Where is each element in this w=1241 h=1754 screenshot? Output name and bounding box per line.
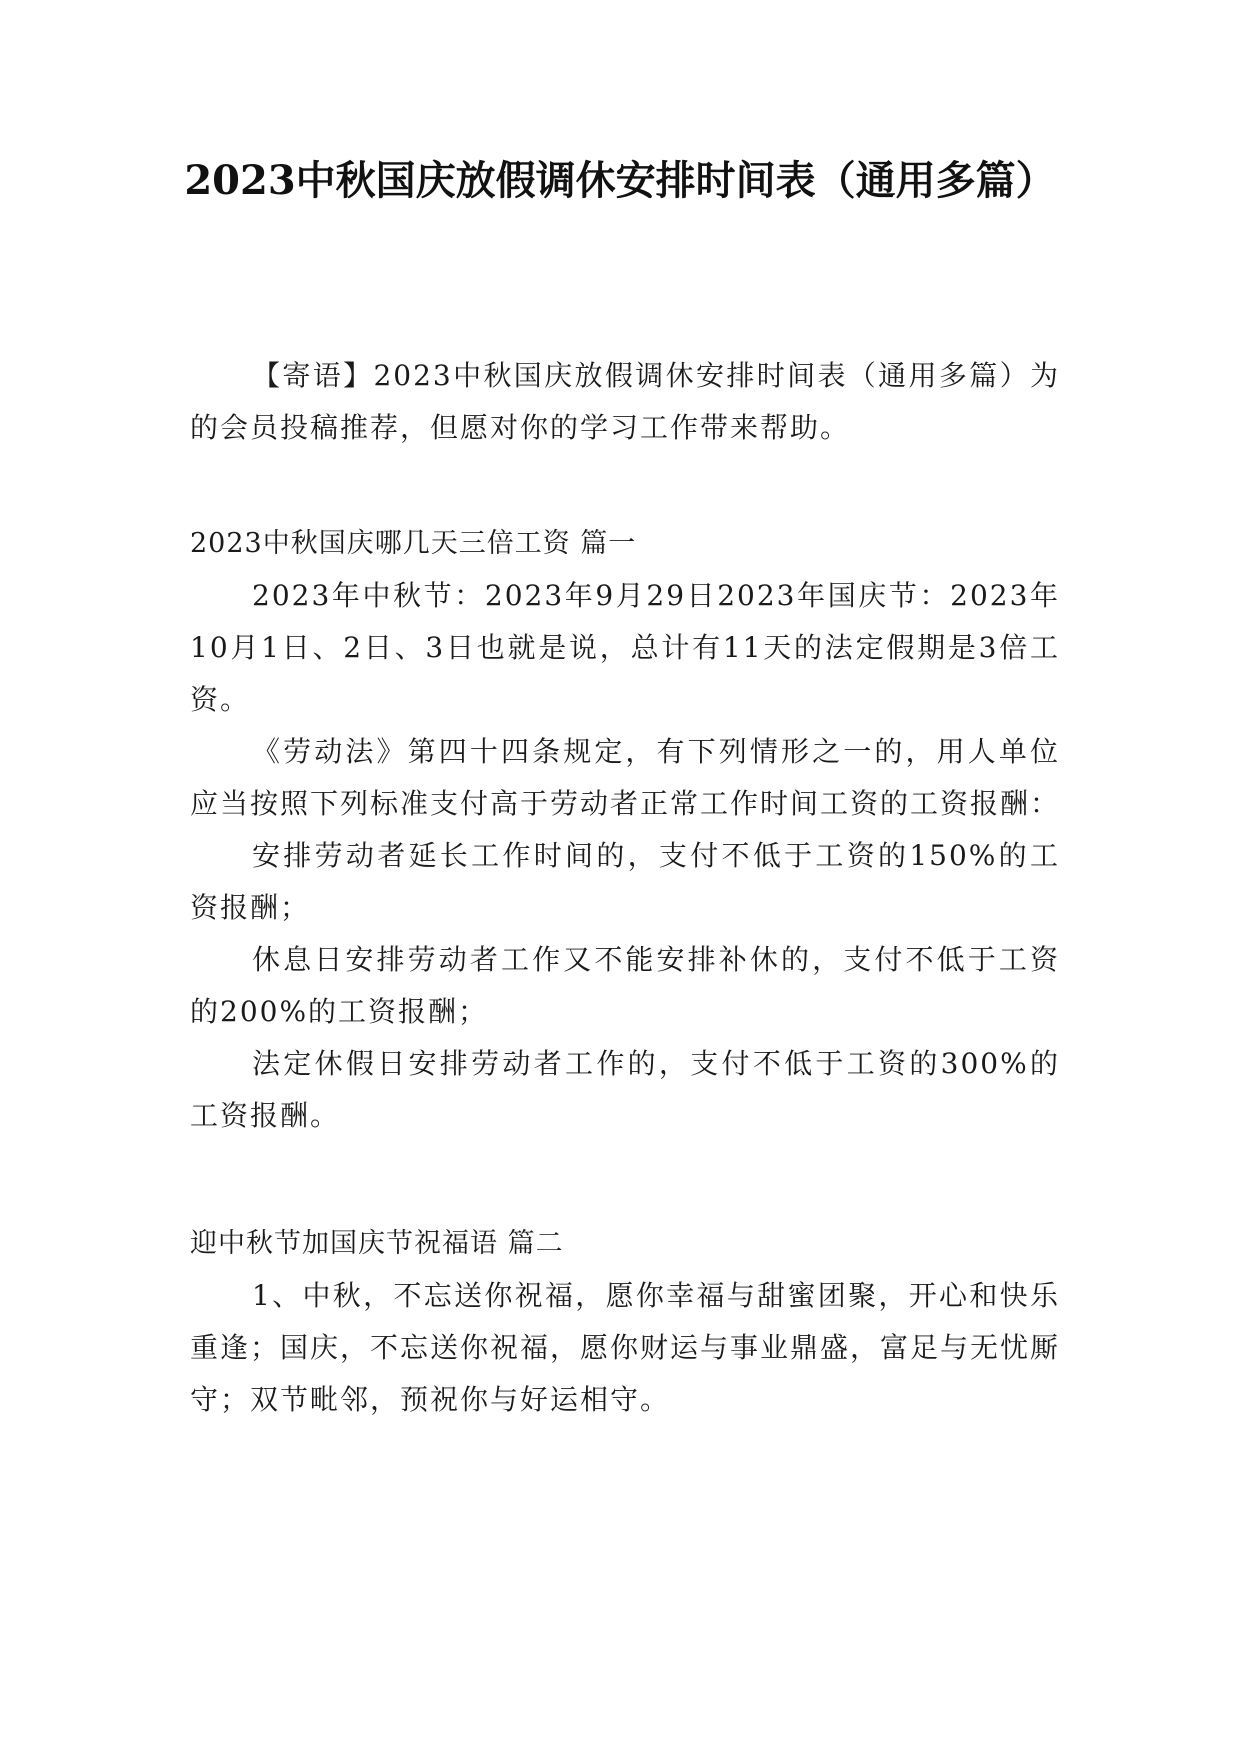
section-1-paragraph-4: 休息日安排劳动者工作又不能安排补休的，支付不低于工资的200%的工资报酬； (190, 943, 1060, 1028)
document-title: 2023中秋国庆放假调休安排时间表（通用多篇） (184, 157, 1056, 204)
section-1-paragraph-3: 安排劳动者延长工作时间的，支付不低于工资的150%的工资报酬； (190, 839, 1060, 924)
section-1-paragraph-2: 《劳动法》第四十四条规定，有下列情形之一的，用人单位应当按照下列标准支付高于劳动者正常工作时间工资的工资报酬： (190, 735, 1061, 820)
document-body (190, 350, 1060, 1426)
spacer (190, 1142, 1060, 1218)
section-1-paragraph-5: 法定休假日安排劳动者工作的，支付不低于工资的300%的工资报酬。 (190, 1047, 1060, 1132)
section-heading-2: 迎中秋节加国庆节祝福语 篇二 (190, 1228, 564, 1259)
section-2-paragraph-1: 1、中秋，不忘送你祝福，愿你幸福与甜蜜团聚，开心和快乐重逢；国庆，不忘送你祝福，愿你财运与事业鼎盛，富足与无忧厮守；双节毗邻，预祝你与好运相守。 (190, 1279, 1061, 1416)
spacer (190, 454, 1060, 518)
section-heading-1: 2023中秋国庆哪几天三倍工资 篇一 (190, 528, 637, 559)
section-1-paragraph-1: 2023年中秋节：2023年9月29日2023年国庆节：2023年10月1日、2日、3日也就是说，总计有11天的法定假期是3倍工资。 (190, 579, 1060, 716)
intro-paragraph: 【寄语】2023中秋国庆放假调休安排时间表（通用多篇）为的会员投稿推荐，但愿对你的学习工作带来帮助。 (190, 359, 1060, 444)
